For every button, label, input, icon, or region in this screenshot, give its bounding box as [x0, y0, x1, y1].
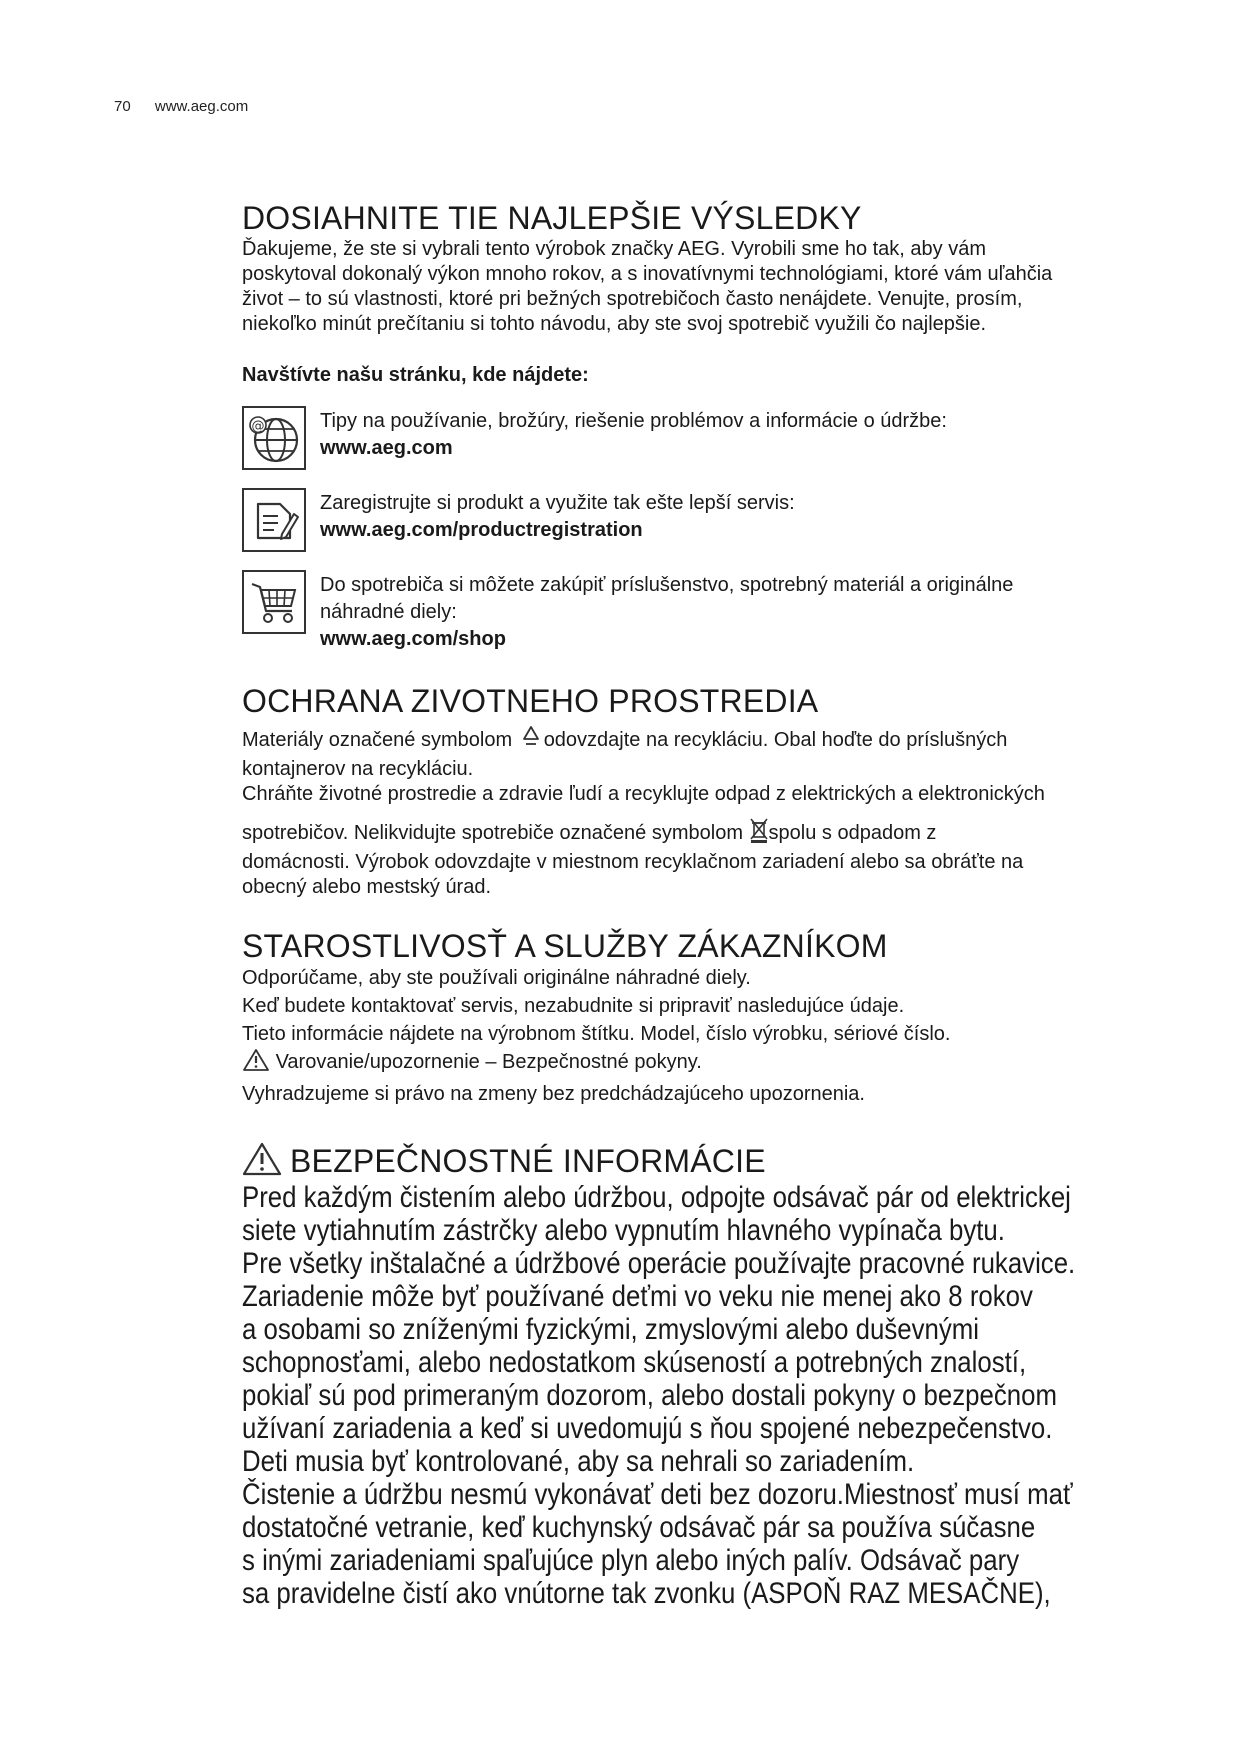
shopping-cart-icon: [242, 570, 306, 634]
page-header: [114, 98, 248, 115]
environment-title: OCHRANA ZIVOTNEHO PROSTREDIA: [242, 682, 819, 719]
page-number: 70: [114, 98, 131, 115]
intro-paragraph: [242, 237, 1172, 337]
link-row-support: [242, 406, 1172, 470]
safety-line: dostatočné vetranie, keď kuchynský odsávač pár sa používa súčasne: [242, 1511, 1036, 1545]
page-content: [242, 200, 1172, 1610]
link-description: Do spotrebiča si môžete zakúpiť príslušenstvo, spotrebný materiál a originálne: [320, 573, 1014, 596]
link-description: Zaregistrujte si produkt a využite tak ešte lepší servis:: [320, 491, 795, 514]
warning-icon: [242, 1142, 282, 1181]
globe-icon: [242, 406, 306, 470]
link-description: náhradné diely:: [320, 600, 457, 623]
link-description: Tipy na používanie, brožúry, riešenie problémov a informácie o údržbe:: [320, 409, 947, 432]
register-icon: [242, 488, 306, 552]
safety-line: a osobami so zníženými fyzickými, zmyslovými alebo duševnými: [242, 1313, 979, 1347]
safety-line: s inými zariadeniami spaľujúce plyn alebo iných palív. Odsávač pary: [242, 1544, 1020, 1578]
link-url-support[interactable]: www.aeg.com: [320, 436, 453, 459]
warning-icon: [242, 1048, 270, 1080]
environment-line: Materiály označené symbolom odovzdajte na recykláciu. Obal hoďte do príslušných: [242, 724, 1172, 757]
safety-line: Pre všetky inštalačné a údržbové operácie používajte pracovné rukavice.: [242, 1247, 1076, 1281]
safety-line: Čistenie a údržbu nesmú vykonávať deti bez dozoru.Miestnosť musí mať: [242, 1478, 1073, 1512]
intro-line: život – to sú vlastnosti, ktoré pri bežných spotrebičoch často nenájdete. Venujte, prosím,: [242, 287, 1023, 310]
service-line: Odporúčame, aby ste používali originálne náhradné diely.: [242, 967, 751, 990]
service-title: STAROSTLIVOSŤ A SLUŽBY ZÁKAZNÍKOM: [242, 927, 888, 964]
intro-line: Ďakujeme, že ste si vybrali tento výrobok značky AEG. Vyrobili sme ho tak, aby vám: [242, 237, 987, 260]
safety-line: pokiaľ sú pod primeraným dozorom, alebo dostali pokyny o bezpečnom: [242, 1379, 1057, 1413]
intro-title: DOSIAHNITE TIE NAJLEPŠIE VÝSLEDKY: [242, 200, 862, 236]
link-url-shop[interactable]: www.aeg.com/shop: [320, 627, 506, 650]
service-section: [242, 928, 1172, 1109]
intro-line: poskytoval dokonalý výkon mnoho rokov, a s inovatívnymi technológiami, ktoré vám uľahčia: [242, 262, 1053, 285]
safety-heading: [242, 1142, 1172, 1181]
svg-text:@: @: [251, 418, 265, 434]
safety-text: [242, 1181, 1172, 1610]
safety-line: siete vytiahnutím zástrčky alebo vypnutím hlavného vypínača bytu.: [242, 1214, 1005, 1248]
service-line: Vyhradzujeme si právo na zmeny bez predchádzajúceho upozornenia.: [242, 1083, 865, 1106]
visit-title: Navštívte našu stránku, kde nájdete:: [242, 363, 589, 386]
intro-line: niekoľko minút prečítaniu si tohto návodu, aby ste svoj spotrebič využili čo najlepšie.: [242, 312, 987, 335]
header-url[interactable]: www.aeg.com: [154, 98, 249, 115]
service-line: Tieto informácie nájdete na výrobnom štítku. Model, číslo výrobku, sériové číslo.: [242, 1023, 951, 1046]
safety-line: Deti musia byť kontrolované, aby sa nehrali so zariadením.: [242, 1445, 915, 1479]
recycling-icon: [518, 724, 544, 757]
safety-line: schopnosťami, alebo nedostatkom skúseností a potrebných znalostí,: [242, 1346, 1027, 1380]
link-row-registration: [242, 488, 1172, 552]
crossed-bin-icon: [749, 817, 769, 850]
safety-line: užívaní zariadenia a keď si uvedomujú s ňou spojené nebezpečenstvo.: [242, 1412, 1053, 1446]
environment-line: spotrebičov. Nelikvidujte spotrebiče označené symbolom spolu s odpadom z: [242, 817, 1172, 850]
environment-line: kontajnerov na recykláciu.: [242, 757, 474, 780]
safety-title: BEZPEČNOSTNÉ INFORMÁCIE: [290, 1143, 766, 1180]
link-row-shop: [242, 570, 1172, 653]
safety-line: sa pravidelne čistí ako vnútorne tak zvonku (ASPOŇ RAZ MESAČNE),: [242, 1577, 1051, 1611]
environment-line: domácnosti. Výrobok odovzdajte v miestnom recyklačnom zariadení alebo sa obráťte na: [242, 850, 1024, 873]
service-line: Keď budete kontaktovať servis, nezabudnite si pripraviť nasledujúce údaje.: [242, 995, 905, 1018]
safety-line: Zariadenie môže byť používané deťmi vo veku nie menej ako 8 rokov: [242, 1280, 1033, 1314]
safety-line: Pred každým čistením alebo údržbou, odpojte odsávač pár od elektrickej: [242, 1181, 1071, 1215]
environment-line: Chráňte životné prostredie a zdravie ľudí a recyklujte odpad z elektrických a elektronických: [242, 782, 1045, 805]
link-url-registration[interactable]: www.aeg.com/productregistration: [320, 518, 643, 541]
service-line: Varovanie/upozornenie – Bezpečnostné pokyny.: [242, 1048, 1172, 1080]
environment-section: [242, 683, 1172, 900]
environment-line: obecný alebo mestský úrad.: [242, 875, 492, 898]
